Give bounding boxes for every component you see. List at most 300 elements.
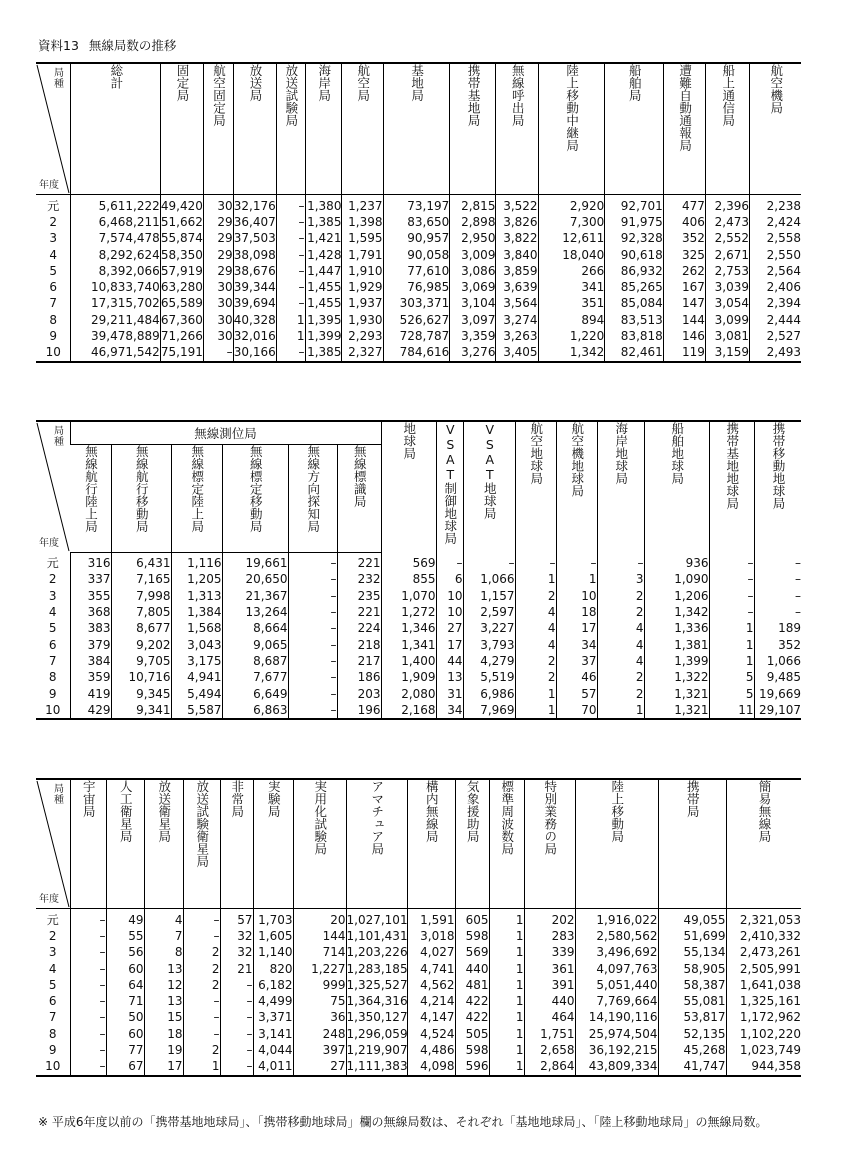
data-cell: 1,703 <box>253 909 293 929</box>
year-cell: 4 <box>48 605 57 620</box>
data-cell: 83,818 <box>605 328 664 344</box>
data-cell: – <box>183 1010 220 1026</box>
data-cell: 352 <box>663 231 705 247</box>
data-cell: 2,293 <box>342 328 383 344</box>
data-cell: – <box>436 552 463 572</box>
data-cell: 77 <box>106 1042 144 1058</box>
data-cell: 2,864 <box>524 1059 575 1076</box>
data-cell: 12,611 <box>538 231 605 247</box>
data-cell: 32,016 <box>233 329 276 344</box>
data-cell: 1,321 <box>644 702 709 719</box>
data-cell: 3,564 <box>496 296 538 312</box>
data-cell: – <box>220 977 253 993</box>
data-cell: 21 <box>220 961 253 977</box>
data-cell: 3,822 <box>496 231 538 247</box>
data-cell: 3,639 <box>496 279 538 295</box>
year-cell: 元 <box>46 555 59 570</box>
data-cell: 1,272 <box>381 604 436 620</box>
data-cell: 4,562 <box>407 977 455 993</box>
data-cell: 359 <box>70 670 111 686</box>
data-cell: 784,616 <box>383 345 450 362</box>
data-cell: 235 <box>337 588 381 604</box>
data-cell: 56 <box>106 945 144 961</box>
corner-diagonal <box>36 422 70 552</box>
data-cell: 1,325,527 <box>346 977 408 992</box>
column-header-label: 無線呼出局 <box>510 64 526 127</box>
data-cell: 1,398 <box>342 214 383 230</box>
data-cell: – <box>709 572 754 588</box>
data-cell: – <box>220 1059 253 1076</box>
column-header <box>171 445 222 553</box>
data-cell: 7,969 <box>463 702 515 719</box>
data-cell: 52,135 <box>658 1026 726 1042</box>
data-cell: 75,191 <box>160 345 203 362</box>
data-cell: 67,360 <box>160 312 203 327</box>
data-cell: 1 <box>489 961 524 977</box>
data-cell: 91,975 <box>605 214 664 230</box>
data-cell: 90,618 <box>605 247 664 263</box>
data-cell: 218 <box>337 637 381 653</box>
data-cell: 29 <box>203 247 233 263</box>
data-cell: 1 <box>709 621 754 637</box>
data-cell: 2,168 <box>381 702 436 719</box>
column-header <box>750 63 801 195</box>
data-cell: 855 <box>381 572 436 588</box>
data-cell: 3,018 <box>407 928 455 944</box>
data-cell: 55,134 <box>658 945 726 961</box>
column-header-label: 放送局 <box>247 64 263 102</box>
data-cell: 14,190,116 <box>575 1010 658 1026</box>
column-header <box>663 63 705 195</box>
data-cell: 2,671 <box>705 247 749 263</box>
data-cell: 4 <box>144 909 183 929</box>
column-header-label: 総計 <box>108 64 124 89</box>
column-header <box>754 421 801 552</box>
data-cell: 8,392,066 <box>71 263 160 279</box>
data-cell: 605 <box>455 909 489 929</box>
data-cell: 3,826 <box>496 214 538 230</box>
data-cell: – <box>463 552 515 572</box>
data-cell: 8,677 <box>111 621 171 637</box>
data-cell: 3,009 <box>450 247 496 263</box>
table-row <box>36 1010 801 1026</box>
data-cell: 248 <box>293 1026 346 1042</box>
header-corner <box>36 779 70 909</box>
data-cell: 1,350,127 <box>346 1010 408 1025</box>
data-cell: 1,595 <box>342 231 383 247</box>
data-cell: 92,328 <box>605 231 664 247</box>
data-cell: 147 <box>663 296 705 312</box>
data-cell: 58,387 <box>658 977 726 993</box>
data-cell: 30 <box>203 328 233 344</box>
column-header <box>337 445 381 553</box>
data-cell: 49,420 <box>160 195 203 215</box>
data-cell: 203 <box>337 686 381 702</box>
data-cell: 569 <box>455 945 489 961</box>
data-cell: 82,461 <box>605 345 664 362</box>
column-header <box>342 63 383 195</box>
data-cell: 7,574,478 <box>71 231 160 247</box>
column-header-label: VSAT制御地球局 <box>442 422 458 545</box>
data-cell: 1,400 <box>381 653 436 669</box>
data-cell: 77,610 <box>383 263 450 279</box>
data-cell: 8 <box>144 945 183 961</box>
column-header <box>597 421 644 552</box>
data-cell: 65,589 <box>160 296 203 311</box>
data-cell: 10 <box>556 588 597 604</box>
data-cell: – <box>288 702 337 719</box>
year-cell: 8 <box>48 1026 57 1041</box>
data-cell: 1,066 <box>754 653 801 669</box>
column-header-label: 簡易無線局 <box>757 780 772 843</box>
column-header-label: 携帯基地地球局 <box>724 422 740 510</box>
data-cell: 37,503 <box>233 231 276 246</box>
data-cell: – <box>70 993 106 1009</box>
data-cell: 1,342 <box>538 345 605 362</box>
data-cell: 13 <box>436 670 463 686</box>
data-cell: 316 <box>70 552 111 572</box>
data-cell: 4,486 <box>407 1042 455 1058</box>
data-cell: 45,268 <box>658 1042 726 1058</box>
year-cell: 10 <box>45 1059 61 1074</box>
column-header-label: 放送試験局 <box>283 64 299 127</box>
data-cell: 1,237 <box>342 195 383 215</box>
data-cell: 27 <box>436 621 463 637</box>
year-cell: 8 <box>48 670 57 685</box>
column-header <box>183 779 220 909</box>
data-cell: 5,587 <box>171 702 222 719</box>
column-header <box>709 421 754 552</box>
corner-diagonal <box>36 64 70 194</box>
data-cell: 19,661 <box>222 552 288 572</box>
column-header <box>575 779 658 909</box>
data-cell: 19 <box>144 1042 183 1058</box>
data-cell: 820 <box>253 961 293 977</box>
table-row <box>36 296 801 312</box>
data-cell: – <box>70 928 106 944</box>
table-1 <box>36 62 801 363</box>
data-cell: 55,081 <box>658 993 726 1009</box>
column-header-label: 標準周波数局 <box>499 780 515 855</box>
data-cell: 144 <box>663 312 705 328</box>
data-cell: – <box>70 945 106 961</box>
data-cell: 2 <box>183 1042 220 1058</box>
data-cell: 2 <box>597 686 644 702</box>
data-cell: 29 <box>203 214 233 230</box>
data-cell: – <box>220 993 253 1009</box>
data-cell: – <box>754 572 801 588</box>
data-cell: 9,202 <box>111 637 171 653</box>
data-cell: 1,568 <box>171 621 222 637</box>
data-cell: 1,399 <box>305 328 342 344</box>
data-cell: 3 <box>597 572 644 588</box>
data-cell: 355 <box>70 588 111 604</box>
data-cell: 7,805 <box>111 604 171 620</box>
year-cell: 6 <box>48 994 57 1009</box>
data-cell: 2,238 <box>750 195 801 215</box>
data-cell: 32,176 <box>233 195 276 215</box>
data-cell: 37 <box>556 653 597 669</box>
column-header-label: 実験局 <box>266 780 282 818</box>
data-cell: 368 <box>70 604 111 620</box>
data-cell: 283 <box>524 928 575 944</box>
data-cell: 221 <box>337 604 381 620</box>
data-cell: 3,840 <box>496 247 538 263</box>
table-row <box>36 909 801 929</box>
data-cell: 1,205 <box>171 572 222 588</box>
column-header-label: 宇宙局 <box>81 780 97 818</box>
data-cell: 2,580,562 <box>575 928 658 944</box>
data-cell: 2,424 <box>750 214 801 230</box>
data-cell: 1 <box>556 572 597 588</box>
data-cell: 71,266 <box>160 329 203 344</box>
data-cell: 1,283,185 <box>346 961 408 976</box>
column-header <box>70 779 106 909</box>
column-header <box>293 779 346 909</box>
table-row <box>36 702 801 719</box>
data-cell: 13 <box>144 993 183 1009</box>
data-cell: 526,627 <box>383 312 450 328</box>
column-header <box>383 63 450 195</box>
column-header-label: 実用化試験局 <box>312 780 328 855</box>
data-cell: 2,950 <box>450 231 496 247</box>
data-cell: – <box>220 1026 253 1042</box>
data-cell: 50 <box>106 1010 144 1026</box>
data-cell: – <box>288 621 337 637</box>
column-header <box>253 779 293 909</box>
table-row <box>36 263 801 279</box>
column-header-label: 船舶地球局 <box>669 422 685 485</box>
data-cell: – <box>754 552 801 572</box>
data-cell: 83,650 <box>383 214 450 230</box>
data-cell: 46 <box>556 670 597 686</box>
year-cell: 7 <box>48 653 57 668</box>
table-row <box>36 686 801 702</box>
data-cell: 2 <box>183 945 220 961</box>
column-header-label: 放送衛星局 <box>156 780 172 843</box>
data-cell: 30 <box>203 296 233 312</box>
column-header-label: アマチュア局 <box>369 780 385 855</box>
data-cell: 2,410,332 <box>726 928 801 944</box>
data-cell: 1,381 <box>644 637 709 653</box>
corner-kyoku-label: 局種 <box>54 784 64 806</box>
data-cell: 1,395 <box>305 312 342 328</box>
column-header-label: 無線航行陸上局 <box>83 445 99 533</box>
data-cell: 15 <box>144 1010 183 1026</box>
data-cell: – <box>220 1042 253 1058</box>
data-cell: – <box>276 195 305 215</box>
data-cell: 1,220 <box>538 328 605 344</box>
column-header <box>450 63 496 195</box>
column-header <box>605 63 664 195</box>
year-cell: 3 <box>49 231 58 246</box>
data-cell: 2,444 <box>750 312 801 328</box>
data-cell: 1,384 <box>171 604 222 620</box>
corner-nendo-label: 年度 <box>39 894 59 905</box>
data-cell: 2 <box>183 977 220 993</box>
data-cell: 352 <box>754 637 801 653</box>
data-cell: 391 <box>524 977 575 993</box>
data-cell: 422 <box>455 1010 489 1026</box>
data-cell: 2,558 <box>750 231 801 247</box>
column-header <box>71 63 160 195</box>
year-cell: 6 <box>48 637 57 652</box>
data-cell: 2,658 <box>524 1042 575 1058</box>
column-header-label: 船上通信局 <box>720 64 736 127</box>
data-cell: 9,705 <box>111 653 171 669</box>
data-cell: 53,817 <box>658 1010 726 1026</box>
data-cell: 3,371 <box>253 1010 293 1026</box>
data-cell: 60 <box>106 1026 144 1042</box>
data-cell: 3,081 <box>705 328 749 344</box>
data-cell: – <box>288 588 337 604</box>
title-label: 資料13 <box>38 38 79 53</box>
data-cell: 57,919 <box>160 263 203 278</box>
data-cell: 39,694 <box>233 296 276 311</box>
data-cell: – <box>276 231 305 247</box>
data-cell: 32 <box>220 945 253 961</box>
data-cell: 1,140 <box>253 945 293 961</box>
data-cell: – <box>288 572 337 588</box>
data-cell: 4,098 <box>407 1059 455 1076</box>
data-cell: 3,227 <box>463 621 515 637</box>
data-cell: 303,371 <box>383 296 450 312</box>
data-cell: 7 <box>144 928 183 944</box>
data-cell: 1 <box>489 1042 524 1058</box>
data-cell: 38,676 <box>233 263 276 278</box>
data-cell: 351 <box>538 296 605 312</box>
column-header <box>496 63 538 195</box>
data-cell: 6,863 <box>222 702 288 719</box>
data-cell: 4 <box>515 637 556 653</box>
data-cell: 894 <box>538 312 605 328</box>
data-cell: 224 <box>337 621 381 637</box>
data-cell: 58,350 <box>160 247 203 262</box>
data-cell: 419 <box>70 686 111 702</box>
data-cell: 3,099 <box>705 312 749 328</box>
table-row <box>36 195 801 215</box>
data-cell: 1,605 <box>253 928 293 944</box>
year-cell: 3 <box>48 588 57 603</box>
data-cell: 30 <box>203 195 233 215</box>
data-cell: 4,097,763 <box>575 961 658 977</box>
data-cell: 167 <box>663 279 705 295</box>
data-cell: 1,455 <box>305 296 342 312</box>
data-cell: 266 <box>538 263 605 279</box>
data-cell: 30 <box>203 279 233 295</box>
data-cell: 55 <box>106 928 144 944</box>
data-cell: 1,172,962 <box>726 1010 801 1026</box>
column-header <box>524 779 575 909</box>
group-header-musen-sokui: 無線測位局 <box>70 421 381 445</box>
data-cell: – <box>70 909 106 929</box>
data-cell: 1,385 <box>305 345 342 362</box>
data-cell: 34 <box>556 637 597 653</box>
year-cell: 4 <box>48 961 57 976</box>
column-header-label: 陸上移動局 <box>609 780 625 843</box>
data-cell: 2 <box>515 670 556 686</box>
column-header-label: 非常局 <box>229 780 245 818</box>
data-cell: 3,104 <box>450 296 496 312</box>
column-header-label: 地球局 <box>401 422 417 460</box>
data-cell: 76,985 <box>383 279 450 295</box>
table-2 <box>36 420 801 720</box>
data-cell: 6,468,211 <box>71 214 160 230</box>
data-cell: 1,929 <box>342 279 383 295</box>
data-cell: 51,699 <box>658 928 726 944</box>
data-cell: 64 <box>106 977 144 993</box>
data-cell: 86,932 <box>605 263 664 279</box>
data-cell: 337 <box>70 572 111 588</box>
column-header <box>455 779 489 909</box>
column-header <box>381 421 436 552</box>
data-cell: 384 <box>70 653 111 669</box>
data-cell: 999 <box>293 977 346 993</box>
data-cell: 21,367 <box>222 588 288 604</box>
data-cell: 406 <box>663 214 705 230</box>
table-row <box>36 231 801 247</box>
data-cell: 4,524 <box>407 1026 455 1042</box>
data-cell: 1,421 <box>305 231 342 247</box>
data-cell: 90,957 <box>383 231 450 247</box>
data-cell: 4,147 <box>407 1010 455 1026</box>
data-cell: 1,751 <box>524 1026 575 1042</box>
data-cell: – <box>276 279 305 295</box>
year-cell: 2 <box>48 928 57 943</box>
data-cell: 1,313 <box>171 588 222 604</box>
data-cell: 1 <box>515 572 556 588</box>
data-cell: – <box>288 604 337 620</box>
column-header-label: 基地局 <box>409 64 425 102</box>
data-cell: 1,203,226 <box>346 945 408 960</box>
data-cell: 1,909 <box>381 670 436 686</box>
data-cell: 1,447 <box>305 263 342 279</box>
data-cell: 10 <box>436 588 463 604</box>
year-cell: 4 <box>49 247 58 262</box>
data-cell: 5,494 <box>171 686 222 702</box>
table-row <box>36 214 801 230</box>
data-cell: 1 <box>489 1059 524 1076</box>
data-cell: – <box>754 604 801 620</box>
data-cell: 90,058 <box>383 247 450 263</box>
data-cell: 49 <box>106 909 144 929</box>
data-cell: – <box>70 1010 106 1026</box>
data-cell: – <box>276 214 305 230</box>
data-cell: 1,157 <box>463 588 515 604</box>
year-cell: 5 <box>48 621 57 636</box>
data-cell: 3,405 <box>496 345 538 362</box>
table-row <box>36 977 801 993</box>
data-cell: 5,519 <box>463 670 515 686</box>
column-header <box>538 63 605 195</box>
column-header-label: 無線航行移動局 <box>134 445 150 533</box>
data-cell: 17 <box>436 637 463 653</box>
data-cell: 7,165 <box>111 572 171 588</box>
data-cell: 1,027,101 <box>346 909 407 929</box>
data-cell: 4 <box>597 637 644 653</box>
year-cell: 9 <box>48 686 57 701</box>
column-header <box>106 779 144 909</box>
data-cell: 6 <box>436 572 463 588</box>
column-header <box>346 779 407 909</box>
table-row <box>36 1026 801 1042</box>
year-cell: 9 <box>48 1043 57 1058</box>
data-cell: 2,396 <box>705 195 749 215</box>
data-cell: 3,175 <box>171 653 222 669</box>
data-cell: 4,044 <box>253 1042 293 1058</box>
column-header-label: 構内無線局 <box>424 780 440 843</box>
data-cell: – <box>276 263 305 279</box>
